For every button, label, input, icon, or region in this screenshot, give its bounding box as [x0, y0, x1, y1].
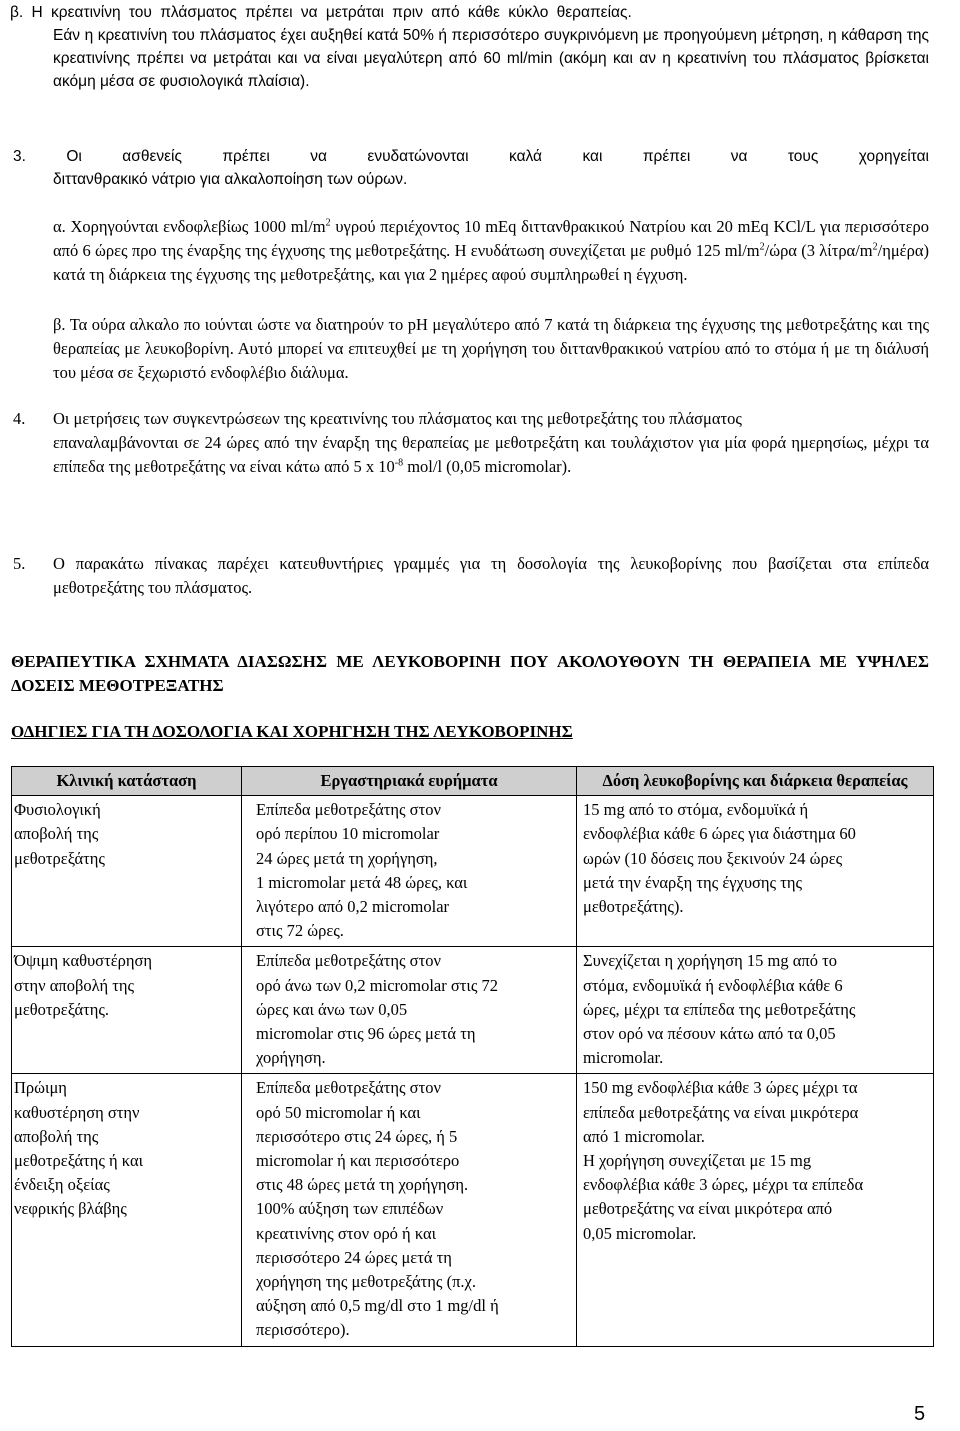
- cell-line: micromolar στις 96 ώρες μετά τη: [256, 1024, 476, 1044]
- cell-line: ορό περίπου 10 micromolar: [256, 824, 440, 844]
- cell-line: ώρες και άνω των 0,05: [256, 999, 408, 1019]
- cell-line: micromolar.: [583, 1048, 664, 1068]
- cell-line: χορήγηση.: [256, 1048, 326, 1068]
- header-dose-duration: Δόση λευκοβορίνης και διάρκεια θεραπείας: [577, 767, 934, 796]
- lab-findings-cell: [242, 947, 577, 1074]
- cell-line: κρεατινίνης στον ορό ή και: [256, 1223, 437, 1243]
- table-header-row: [12, 767, 934, 796]
- cell-line: στις 48 ώρες μετά τη χορήγηση.: [256, 1175, 469, 1195]
- cell-line: ενδοφλέβια κάθε 6 ώρες για διάστημα 60: [583, 824, 856, 844]
- cell-line: μεθοτρεξάτης.: [14, 999, 110, 1019]
- cell-line: ενδοφλέβια κάθε 3 ώρες, μέχρι τα επίπεδα: [583, 1175, 864, 1195]
- cell-line: νεφρικής βλάβης: [14, 1199, 127, 1219]
- item-5-number: 5.: [13, 554, 26, 573]
- cell-line: Συνεχίζεται η χορήγηση 15 mg από το: [583, 951, 837, 971]
- cell-line: περισσότερο 24 ώρες μετά τη: [256, 1247, 452, 1267]
- alpha-paragraph: α. Χορηγούνται ενδοφλεβίως 1000 $ml/m^2$ υγρού περιέχοντος 10 mEq διττανθρακικού Νατρίου και 20 mEq KCl/L για περισσότερο από 6 ώρες προ της έναρξης της έγχυσης της μεθοτρεξάτης. Η ενυδάτωση συνεχίζεται με ρυθμό 125 $ml/m^2$/ώρα (3 λίτρα/$m^2/\eta\mu έ\rho\alpha$) κατά τη διάρκεια της έγχυσης της μεθοτρεξάτης, και για 2 ημέρες αφού συμπληρωθεί η έγχυση.: [53, 217, 929, 285]
- cell-line: από 1 micromolar.: [583, 1126, 705, 1146]
- cell-line: Επίπεδα μεθοτρεξάτης στον: [256, 800, 441, 820]
- cell-line: αποβολή της: [14, 824, 99, 844]
- cell-line: επίπεδα μεθοτρεξάτης να είναι μικρότερα: [583, 1102, 859, 1122]
- cell-line: μετά την έναρξη της έγχυσης της: [583, 872, 803, 892]
- clinical-state-cell: [12, 796, 242, 947]
- cell-line: λιγότερο από 0,2 micromolar: [256, 897, 450, 917]
- cell-line: 100% αύξηση των επιπέδων: [256, 1199, 444, 1219]
- cell-line: ορό 50 micromolar ή και: [256, 1102, 421, 1122]
- cell-line: Επίπεδα μεθοτρεξάτης στον: [256, 1078, 441, 1098]
- subsection-heading: ΟΔΗΓΙΕΣ ΓΙΑ ΤΗ ΔΟΣΟΛΟΓΙΑ ΚΑΙ ΧΟΡΗΓΗΣΗ ΤΗΣ ΛΕΥΚΟΒΟΡΙΝΗΣ: [11, 722, 573, 741]
- item-b-paragraph: Εάν η κρεατινίνη του πλάσματος έχει αυξηθεί κατά 50% ή περισσότερο συγκρινόμενη με προηγούμενη μέτρηση, η κάθαρση της κρεατινίνης πρέπει να μετράται και να είναι μεγαλύτερη από 60 ml/min (ακόμη και αν η κρεατινίνη του πλάσματος βρίσκεται ακόμη μέσα σε φυσιολογικά πλαίσια).: [53, 27, 929, 91]
- item-4-text: Οι μετρήσεις των συγκεντρώσεων της κρεατινίνης του πλάσματος και της μεθοτρεξάτης του πλάσματος επαναλαμβάνονται σε 24 ώρες από την έναρξη της θεραπείας με μεθοτρεξάτη και τουλάχιστον για μία φορά ημερησίως, μέχρι τα επίπεδα της μεθοτρεξάτης να είναι κάτω από 5 x $10^{-8}$ mol/l (0,05 micromolar).: [53, 409, 929, 477]
- item-3-line: 3. Οι ασθενείς πρέπει να ενυδατώνονται καλά και πρέπει να τους χορηγείται: [13, 148, 929, 165]
- lab-findings-cell: [242, 796, 577, 947]
- beta-paragraph: β. Τα ούρα αλκαλο πο ιούνται ώστε να διατηρούν το pH μεγαλύτερο από 7 κατά τη διάρκεια της έγχυσης της μεθοτρεξάτης και της θεραπείας με λευκοβορίνη. Αυτό μπορεί να επιτευχθεί με τη χορήγηση του διττανθρακικού νατρίου από το στόμα ή με τη διάλυσή του μέσα σε ξεχωριστό ενδοφλέβιο διάλυμα.: [53, 315, 929, 383]
- cell-line: Πρώιμη: [14, 1078, 67, 1098]
- item-b-line: β. Η κρεατινίνη του πλάσματος πρέπει να μετράται πριν από κάθε κύκλο θεραπείας.: [10, 4, 632, 21]
- cell-line: αύξηση από 0,5 mg/dl στο 1 mg/dl ή: [256, 1296, 499, 1316]
- header-clinical-state: Κλινική κατάσταση: [12, 767, 242, 796]
- cell-line: Όψιμη καθυστέρηση: [14, 951, 153, 971]
- cell-line: ένδειξη οξείας: [14, 1175, 110, 1195]
- cell-line: στις 72 ώρες.: [256, 921, 344, 941]
- table-row: [12, 1074, 934, 1346]
- cell-line: Η χορήγηση συνεχίζεται με 15 mg: [583, 1151, 812, 1171]
- cell-line: ώρες, μέχρι τα επίπεδα της μεθοτρεξάτης: [583, 999, 856, 1019]
- cell-line: 1 micromolar μετά 48 ώρες, και: [256, 872, 468, 892]
- cell-line: μεθοτρεξάτης: [14, 848, 105, 868]
- header-lab-findings: Εργαστηριακά ευρήματα: [242, 767, 577, 796]
- cell-line: Επίπεδα μεθοτρεξάτης στον: [256, 951, 441, 971]
- cell-line: Φυσιολογική: [14, 800, 101, 820]
- cell-line: micromolar ή και περισσότερο: [256, 1151, 460, 1171]
- clinical-state-cell: [12, 947, 242, 1074]
- item-4-number: 4.: [13, 409, 26, 428]
- section-heading: ΘΕΡΑΠΕΥΤΙΚΑ ΣΧΗΜΑΤΑ ΔΙΑΣΩΣΗΣ ΜΕ ΛΕΥΚΟΒΟΡΙΝΗ ΠΟΥ ΑΚΟΛΟΥΘΟΥΝ ΤΗ ΘΕΡΑΠΕΙΑ ΜΕ ΥΨΗΛΕΣ ΔΟΣΕΙΣ ΜΕΘΟΤΡΕΞΑΤΗΣ: [11, 652, 929, 695]
- cell-line: 0,05 micromolar.: [583, 1223, 697, 1243]
- cell-line: αποβολή της: [14, 1126, 99, 1146]
- cell-line: καθυστέρηση στην: [14, 1102, 140, 1122]
- cell-line: ορό άνω των 0,2 micromolar στις 72: [256, 975, 498, 995]
- cell-line: στον ορό να πέσουν κάτω από τα 0,05: [583, 1024, 836, 1044]
- item-3-continuation: διττανθρακικό νάτριο για αλκαλοποίηση των ούρων.: [53, 171, 408, 188]
- cell-line: 15 mg από το στόμα, ενδομυϊκά ή: [583, 800, 809, 820]
- dose-cell: [577, 1074, 934, 1346]
- cell-line: χορήγηση της μεθοτρεξάτης (π.χ.: [256, 1272, 476, 1292]
- cell-line: στόμα, ενδομυϊκά ή ενδοφλέβια κάθε 6: [583, 975, 843, 995]
- cell-line: μεθοτρεξάτης να είναι μικρότερα από: [583, 1199, 833, 1219]
- clinical-state-cell: [12, 1074, 242, 1346]
- cell-line: ωρών (10 δόσεις που ξεκινούν 24 ώρες: [583, 848, 843, 868]
- cell-line: μεθοτρεξάτης ή και: [14, 1151, 144, 1171]
- cell-line: 24 ώρες μετά τη χορήγηση,: [256, 848, 438, 868]
- cell-line: περισσότερο στις 24 ώρες, ή 5: [256, 1126, 458, 1146]
- item-5-text: Ο παρακάτω πίνακας παρέχει κατευθυντήριες γραμμές για τη δοσολογία της λευκοβορίνης που βασίζεται στα επίπεδα μεθοτρεξάτης του πλάσματος.: [53, 554, 929, 598]
- lab-findings-cell: [242, 1074, 577, 1346]
- dose-cell: [577, 947, 934, 1074]
- table-row: [12, 947, 934, 1074]
- cell-line: μεθοτρεξάτης).: [583, 897, 684, 917]
- cell-line: στην αποβολή της: [14, 975, 135, 995]
- page-number: 5: [914, 1403, 926, 1425]
- dose-cell: [577, 796, 934, 947]
- cell-line: περισσότερο).: [256, 1320, 350, 1340]
- cell-line: 150 mg ενδοφλέβια κάθε 3 ώρες μέχρι τα: [583, 1078, 858, 1098]
- dosage-table: [11, 766, 934, 1347]
- table-row: [12, 796, 934, 947]
